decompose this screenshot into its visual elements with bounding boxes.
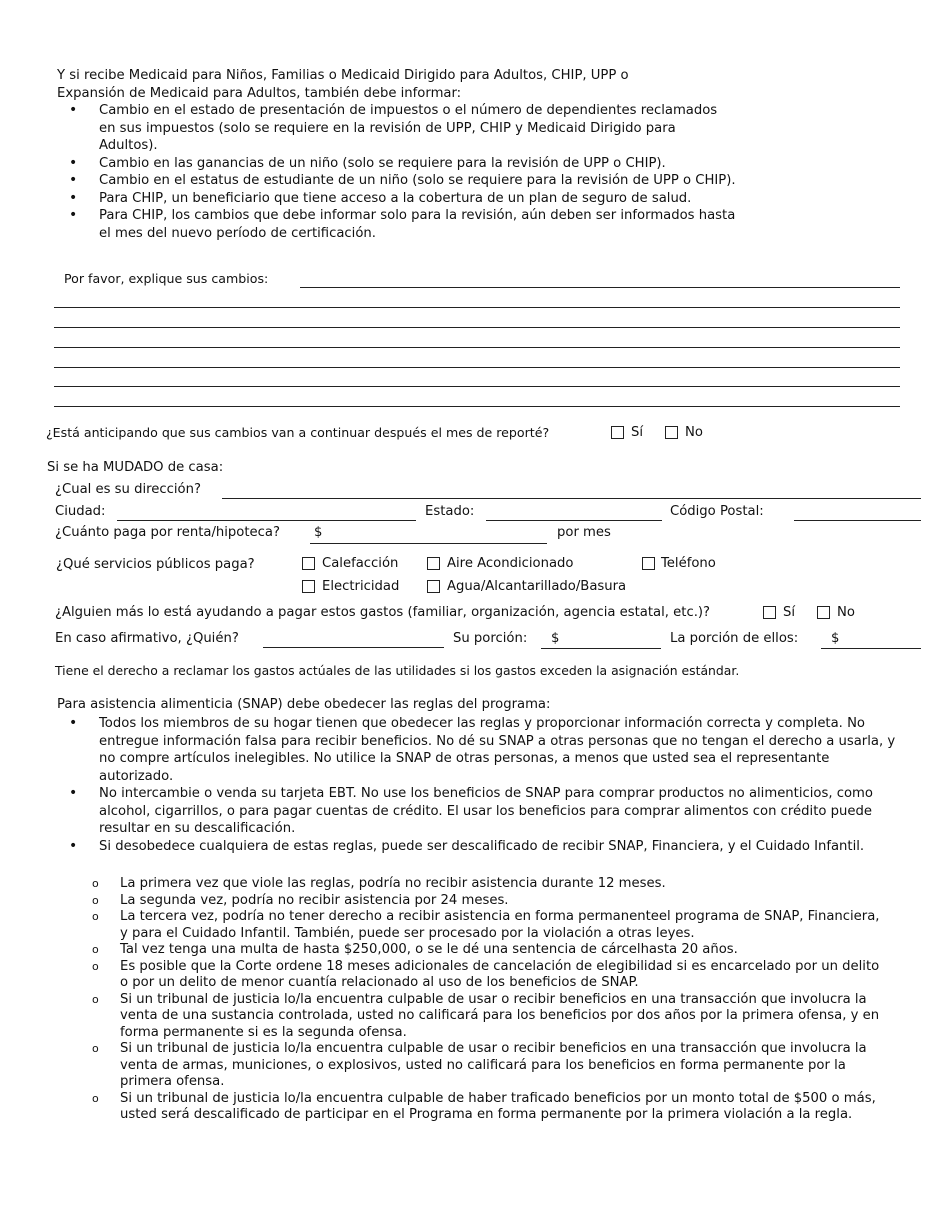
snap-penalty: o La segunda vez, podría no recibir asistencia por 24 meses. xyxy=(57,893,887,910)
water-checkbox[interactable] xyxy=(427,580,440,593)
phone-checkbox[interactable] xyxy=(642,557,655,570)
your-portion-label: Su porción: xyxy=(453,631,528,646)
who-label: En caso afirmativo, ¿Quién? xyxy=(55,631,239,646)
water-label: Agua/Alcantarillado/Basura xyxy=(447,579,627,594)
help-yes-label: Sí xyxy=(783,605,796,620)
snap-heading: Para asistencia alimenticia (SNAP) debe obedecer las reglas del programa: xyxy=(57,697,551,712)
intro-bullet: • Para CHIP, un beneficiario que tiene acceso a la cobertura de un plan de seguro de salud. xyxy=(57,190,737,208)
state-field[interactable] xyxy=(486,520,662,521)
utility-allowance-note: Tiene el derecho a reclamar los gastos actúales de las utilidades si los gastos exceden la asignación estándar. xyxy=(55,663,740,678)
rent-dollar-sign: $ xyxy=(314,525,323,540)
anticipate-yes-label: Sí xyxy=(631,425,644,440)
city-field[interactable] xyxy=(117,520,416,521)
rent-field[interactable] xyxy=(310,543,547,544)
explain-line[interactable] xyxy=(54,367,900,368)
explain-line[interactable] xyxy=(300,287,900,288)
snap-rule-list xyxy=(57,715,897,855)
snap-penalty-list xyxy=(57,876,887,1124)
electric-checkbox[interactable] xyxy=(302,580,315,593)
heating-label: Calefacción xyxy=(322,556,399,571)
snap-penalty: o Si un tribunal de justicia lo/la encuentra culpable de usar o recibir beneficios en una transacción que involucra la venta de armas, municiones, o explosivos, usted no calificará para los beneficios en forma permanente por la primera ofensa. xyxy=(57,1041,887,1091)
phone-label: Teléfono xyxy=(661,556,716,571)
anticipate-question: ¿Está anticipando que sus cambios van a continuar después el mes de reporté? xyxy=(46,425,550,440)
intro-line-1: Y si recibe Medicaid para Niños, Familias o Medicaid Dirigido para Adultos, CHIP, UPP o xyxy=(57,68,629,83)
help-no-checkbox[interactable] xyxy=(817,606,830,619)
intro-bullet: • Cambio en el estado de presentación de impuestos o el número de dependientes reclamados en sus impuestos (solo se requiere en la revisión de UPP, CHIP y Medicaid Dirigido para Adultos). xyxy=(57,102,737,155)
moved-heading: Si se ha MUDADO de casa: xyxy=(47,460,224,475)
zip-label: Código Postal: xyxy=(670,504,764,519)
address-label: ¿Cual es su dirección? xyxy=(55,482,201,497)
snap-rule xyxy=(57,838,897,856)
your-portion-field[interactable] xyxy=(541,648,661,649)
intro-bullet: • Para CHIP, los cambios que debe informar solo para la revisión, aún deben ser informados hasta el mes del nuevo período de certificación. xyxy=(57,207,737,242)
electric-label: Electricidad xyxy=(322,579,400,594)
utilities-label: ¿Qué servicios públicos paga? xyxy=(56,557,255,572)
snap-penalty: o Es posible que la Corte ordene 18 meses adicionales de cancelación de elegibilidad si es encarcelado por un delito o por un delito de menor cuantía relacionado al uso de los beneficios de SNAP. xyxy=(57,959,887,992)
per-month-label: por mes xyxy=(557,525,611,540)
snap-penalty: o La tercera vez, podría no tener derecho a recibir asistencia en forma permanenteel programa de SNAP, Financiera, y para el Cuidado Infantil. También, puede ser procesado por la violación a otras leyes. xyxy=(57,909,887,942)
help-no-label: No xyxy=(837,605,855,620)
ac-checkbox[interactable] xyxy=(427,557,440,570)
snap-penalty: o Si un tribunal de justicia lo/la encuentra culpable de haber traficado beneficios por un monto total de $500 o más, usted será descalificado de participar en el Programa en forma permanente por la primera violación a la regla. xyxy=(57,1091,887,1124)
anticipate-no-label: No xyxy=(685,425,703,440)
snap-penalty: o La primera vez que viole las reglas, podría no recibir asistencia durante 12 meses. xyxy=(57,876,887,893)
anticipate-yes-checkbox[interactable] xyxy=(611,426,624,439)
snap-penalty: o Tal vez tenga una multa de hasta $250,000, o se le dé una sentencia de cárcelhasta 20 años. xyxy=(57,942,887,959)
who-field[interactable] xyxy=(263,647,444,648)
your-portion-dollar: $ xyxy=(551,631,560,646)
their-portion-dollar: $ xyxy=(831,631,840,646)
their-portion-label: La porción de ellos: xyxy=(670,631,799,646)
zip-field[interactable] xyxy=(794,520,921,521)
snap-rule: • No intercambie o venda su tarjeta EBT. No use los beneficios de SNAP para comprar productos no alimenticios, como alcohol, cigarrillos, o para pagar cuentas de crédito. El usar los beneficios para comprar alimentos con crédito puede resultar en su descalificación. xyxy=(57,785,897,838)
explain-line[interactable] xyxy=(54,327,900,328)
intro-bullet: • Cambio en las ganancias de un niño (solo se requiere para la revisión de UPP o CHIP). xyxy=(57,155,737,173)
explain-line[interactable] xyxy=(54,347,900,348)
anticipate-no-checkbox[interactable] xyxy=(665,426,678,439)
intro-bullet-list xyxy=(57,102,737,242)
their-portion-field[interactable] xyxy=(821,648,921,649)
explain-line[interactable] xyxy=(54,386,900,387)
rent-label: ¿Cuánto paga por renta/hipoteca? xyxy=(55,525,280,540)
heating-checkbox[interactable] xyxy=(302,557,315,570)
address-field[interactable] xyxy=(222,498,921,499)
help-question: ¿Alguien más lo está ayudando a pagar estos gastos (familiar, organización, agencia estatal, etc.)? xyxy=(55,605,711,620)
ac-label: Aire Acondicionado xyxy=(447,556,574,571)
snap-rule-text: Si desobedece cualquiera de estas reglas, puede ser descalificado de recibir SNAP, Financiera, y el Cuidado Infantil. xyxy=(99,838,865,854)
help-yes-checkbox[interactable] xyxy=(763,606,776,619)
snap-penalty: o Si un tribunal de justicia lo/la encuentra culpable de usar o recibir beneficios en una transacción que involucra la venta de una sustancia controlada, usted no calificará para los beneficios por dos años por la primera ofensa, y en forma permanente si es la segunda ofensa. xyxy=(57,992,887,1042)
explain-line[interactable] xyxy=(54,406,900,407)
city-label: Ciudad: xyxy=(55,504,106,519)
state-label: Estado: xyxy=(425,504,475,519)
explain-label: Por favor, explique sus cambios: xyxy=(64,271,269,286)
explain-line[interactable] xyxy=(54,307,900,308)
intro-bullet: • Cambio en el estatus de estudiante de un niño (solo se requiere para la revisión de UPP o CHIP). xyxy=(57,172,737,190)
intro-line-2: Expansión de Medicaid para Adultos, también debe informar: xyxy=(57,85,462,101)
snap-rule: • Todos los miembros de su hogar tienen que obedecer las reglas y proporcionar información correcta y completa. No entregue información falsa para recibir beneficios. No dé su SNAP a otras personas que no tengan el derecho a usarla, y no compre artículos inelegibles. No utilice la SNAP de otras personas, a menos que usted sea el representante autorizado. xyxy=(57,715,897,785)
